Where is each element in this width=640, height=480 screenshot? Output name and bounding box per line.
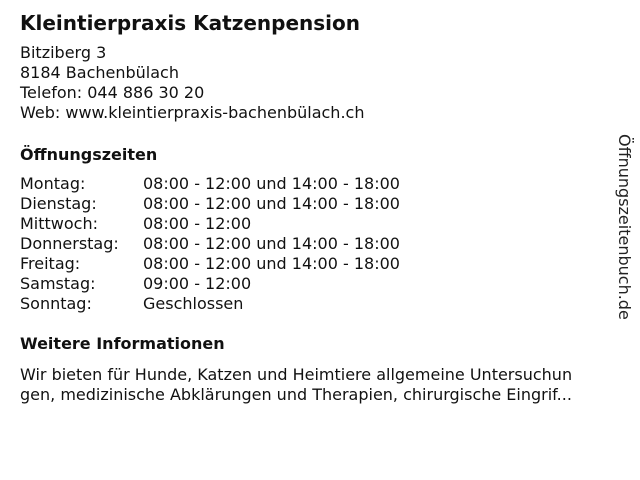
hours-time: Geschlossen bbox=[143, 294, 244, 313]
hours-day: Mittwoch: bbox=[20, 214, 98, 233]
hours-row-thursday bbox=[20, 234, 400, 254]
website: Web: www.kleintierpraxis-bachenbülach.ch bbox=[20, 103, 365, 122]
hours-row-sunday bbox=[20, 294, 400, 314]
phone: Telefon: 044 886 30 20 bbox=[20, 83, 205, 102]
hours-day: Donnerstag: bbox=[20, 234, 119, 253]
hours-row-saturday bbox=[20, 274, 400, 294]
hours-row-friday bbox=[20, 254, 400, 274]
more-info-heading: Weitere Informationen bbox=[20, 334, 225, 353]
hours-time: 09:00 - 12:00 bbox=[143, 274, 252, 293]
hours-time: 08:00 - 12:00 und 14:00 - 18:00 bbox=[143, 194, 400, 213]
hours-time: 08:00 - 12:00 und 14:00 - 18:00 bbox=[143, 174, 400, 193]
more-info-line: gen, medizinische Abklärungen und Therapien, chirurgische Eingrif... bbox=[20, 385, 572, 404]
hours-row-tuesday bbox=[20, 194, 400, 214]
hours-day: Sonntag: bbox=[20, 294, 92, 313]
more-info-line: Wir bieten für Hunde, Katzen und Heimtiere allgemeine Untersuchun bbox=[20, 365, 573, 384]
opening-hours-heading: Öffnungszeiten bbox=[20, 145, 158, 164]
street: Bitziberg 3 bbox=[20, 43, 107, 62]
hours-time: 08:00 - 12:00 und 14:00 - 18:00 bbox=[143, 254, 400, 273]
address-block bbox=[20, 43, 364, 123]
hours-time: 08:00 - 12:00 und 14:00 - 18:00 bbox=[143, 234, 400, 253]
hours-day: Samstag: bbox=[20, 274, 96, 293]
practice-name: Kleintierpraxis Katzenpension bbox=[20, 11, 361, 35]
opening-hours-table bbox=[20, 174, 400, 314]
more-info-text bbox=[20, 365, 592, 405]
hours-day: Dienstag: bbox=[20, 194, 97, 213]
hours-day: Freitag: bbox=[20, 254, 81, 273]
hours-row-wednesday bbox=[20, 214, 400, 234]
hours-row-monday bbox=[20, 174, 400, 194]
city: 8184 Bachenbülach bbox=[20, 63, 179, 82]
hours-day: Montag: bbox=[20, 174, 86, 193]
site-brand-watermark: Öffnungszeitenbuch.de bbox=[615, 134, 634, 320]
hours-time: 08:00 - 12:00 bbox=[143, 214, 252, 233]
